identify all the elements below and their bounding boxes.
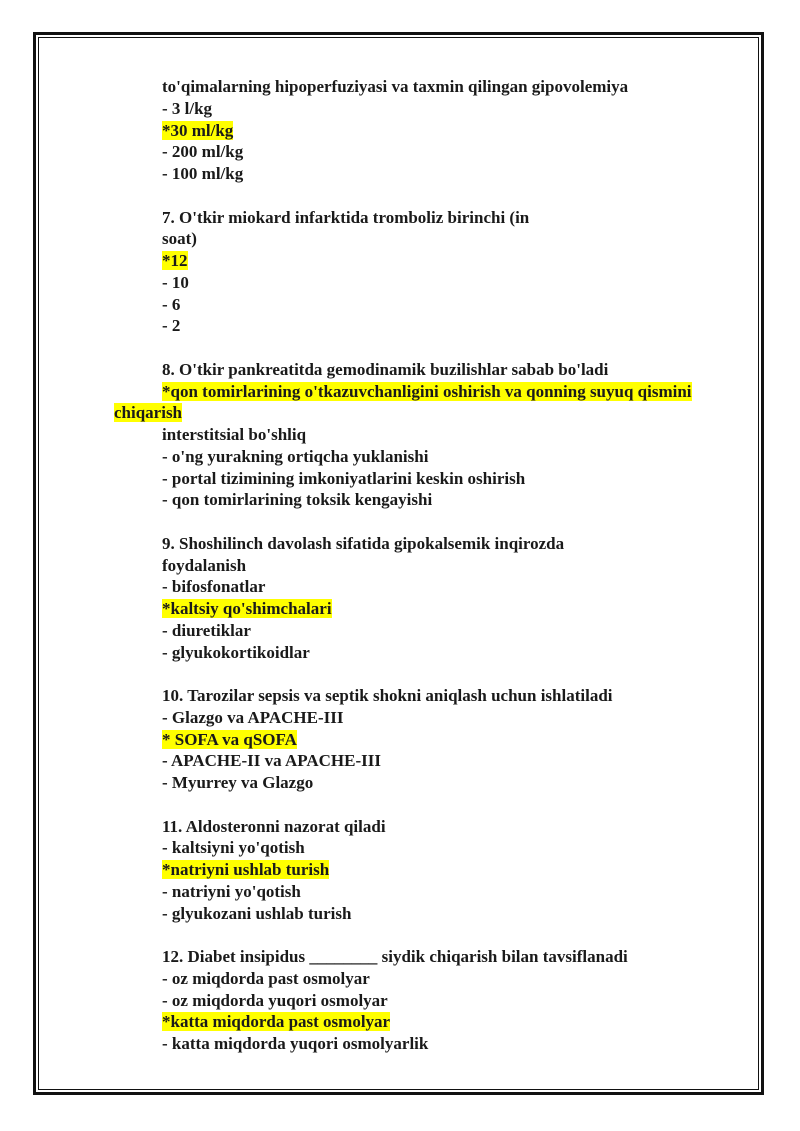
option: interstitsial bo'shliq <box>162 425 307 444</box>
question-text: 12. Diabet insipidus ________ siydik chiqarish bilan tavsiflanadi <box>162 947 628 966</box>
answer-highlight: *12 <box>162 251 188 270</box>
option: - 2 <box>162 316 181 336</box>
question-8 <box>114 359 762 511</box>
answer-highlight: *30 ml/kg <box>162 120 234 140</box>
answer-highlight: *natriyni ushlab turish <box>162 860 330 879</box>
spacer <box>162 663 762 685</box>
spacer <box>162 924 762 946</box>
correct-option-continuation <box>114 402 762 424</box>
question-text: to'qimalarning hipoperfuziyasi va taxmin qilingan gipovolemiya <box>162 77 629 96</box>
option: - oz miqdorda yuqori osmolyar <box>162 990 388 1010</box>
option: - bifosfonatlar <box>162 577 266 597</box>
option: - o'ng yurakning ortiqcha yuklanishi <box>162 446 429 466</box>
correct-option <box>162 729 762 751</box>
answer-highlight: * SOFA va qSOFA <box>162 729 297 749</box>
document-content <box>114 76 762 1055</box>
spacer <box>162 794 762 816</box>
correct-option <box>162 598 762 620</box>
answer-highlight: *kaltsiy qo'shimchalari <box>162 599 332 618</box>
question-text: foydalanish <box>162 555 247 575</box>
option: - 10 <box>162 272 189 292</box>
correct-option <box>162 381 762 403</box>
answer-highlight: chiqarish <box>114 403 183 423</box>
question-text: 10. Tarozilar sepsis va septik shokni aniqlash uchun ishlatiladi <box>162 686 613 705</box>
option: - natriyni yo'qotish <box>162 881 301 901</box>
option: - 3 l/kg <box>162 98 213 118</box>
spacer <box>162 185 762 207</box>
question-10 <box>162 685 762 794</box>
option: - Myurrey va Glazgo <box>162 773 314 792</box>
option: - oz miqdorda past osmolyar <box>162 968 370 988</box>
spacer <box>162 337 762 359</box>
option: - 100 ml/kg <box>162 164 244 183</box>
question-9 <box>162 533 762 664</box>
option: - portal tizimining imkoniyatlarini keskin oshirish <box>162 468 526 488</box>
question-7 <box>162 207 762 338</box>
correct-option <box>162 859 762 881</box>
option: - kaltsiyni yo'qotish <box>162 838 305 858</box>
correct-option <box>162 120 762 142</box>
question-text: 8. O'tkir pankreatitda gemodinamik buzilishlar sabab bo'ladi <box>162 359 609 379</box>
question-12 <box>162 946 762 1055</box>
option: - katta miqdorda yuqori osmolyarlik <box>162 1034 429 1053</box>
option: - glyukokortikoidlar <box>162 642 310 662</box>
question-11 <box>162 816 762 925</box>
question-text: 7. O'tkir miokard infarktida tromboliz birinchi (in <box>162 207 530 227</box>
question-text: 9. Shoshilinch davolash sifatida gipokalsemik inqirozda <box>162 533 565 553</box>
option: - APACHE-II va APACHE-III <box>162 751 381 771</box>
option: - Glazgo va APACHE-III <box>162 707 344 727</box>
answer-highlight: *katta miqdorda past osmolyar <box>162 1012 391 1032</box>
spacer <box>162 511 762 533</box>
option: - glyukozani ushlab turish <box>162 903 352 923</box>
option: - diuretiklar <box>162 620 251 640</box>
option: - qon tomirlarining toksik kengayishi <box>162 490 433 510</box>
option: - 200 ml/kg <box>162 142 244 162</box>
question-text: soat) <box>162 229 197 249</box>
question-text: 11. Aldosteronni nazorat qiladi <box>162 816 386 836</box>
correct-option <box>162 1011 762 1033</box>
question-intro <box>162 76 762 185</box>
answer-highlight: *qon tomirlarining o'tkazuvchanligini oshirish va qonning suyuq qismini <box>162 381 692 401</box>
option: - 6 <box>162 294 181 314</box>
correct-option <box>162 250 762 272</box>
